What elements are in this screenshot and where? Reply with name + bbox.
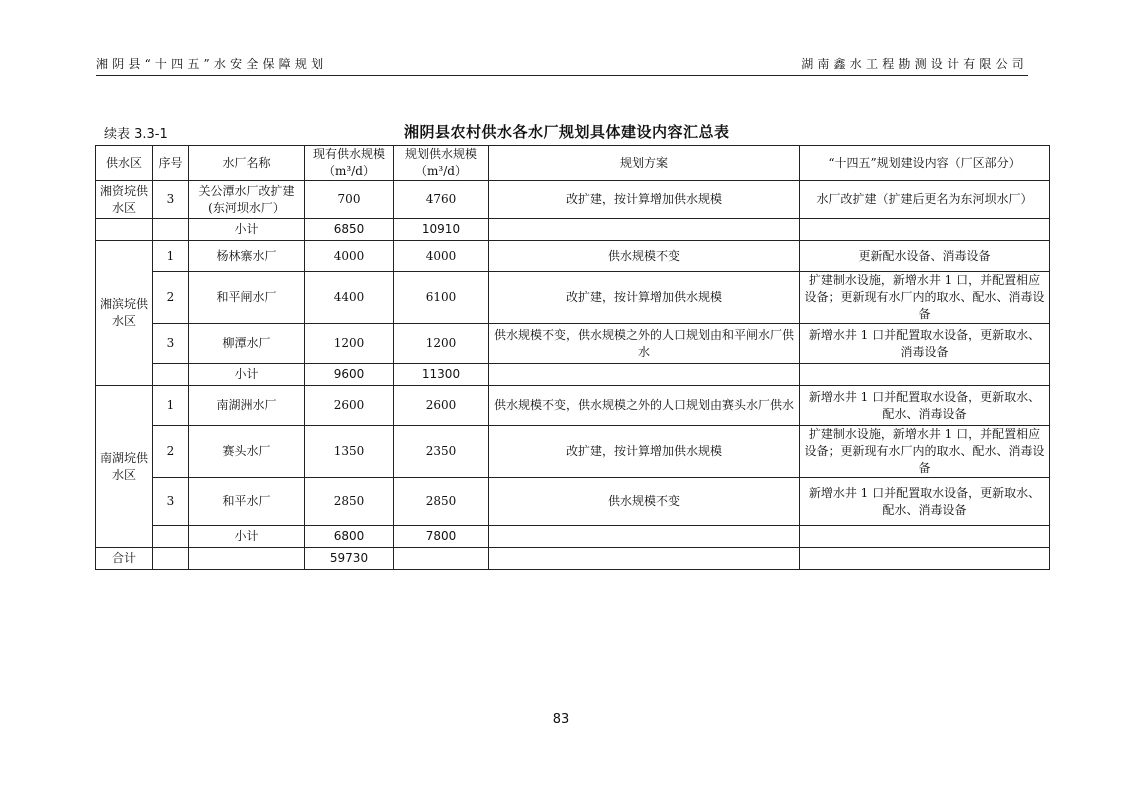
water-plant-plan-table	[95, 145, 1050, 570]
subtotal-row	[96, 526, 1050, 548]
table-row	[96, 426, 1050, 478]
content-cell: 扩建制水设施，新增水井 1 口，并配置相应设备；更新现有水厂内的取水、配水、消毒设备	[800, 272, 1050, 324]
existing-cell: 700	[305, 181, 394, 219]
subtotal-row	[96, 364, 1050, 386]
scheme-cell: 供水规模不变，供水规模之外的人口规划由赛头水厂供水	[489, 386, 800, 426]
empty-cell	[800, 364, 1050, 386]
table-row	[96, 241, 1050, 272]
subtotal-existing: 9600	[305, 364, 394, 386]
empty-cell	[800, 526, 1050, 548]
subtotal-existing: 6800	[305, 526, 394, 548]
plant-cell: 和平闸水厂	[189, 272, 305, 324]
plant-cell: 赛头水厂	[189, 426, 305, 478]
empty-cell	[153, 364, 189, 386]
content-cell: 新增水井 1 口并配置取水设备，更新取水、配水、消毒设备	[800, 386, 1050, 426]
scheme-cell: 供水规模不变，供水规模之外的人口规划由和平闸水厂供水	[489, 324, 800, 364]
content-cell: 更新配水设备、消毒设备	[800, 241, 1050, 272]
scheme-cell: 改扩建，按计算增加供水规模	[489, 181, 800, 219]
planned-cell: 4000	[394, 241, 489, 272]
column-header-scheme: 规划方案	[489, 146, 800, 181]
column-header-content: “十四五”规划建设内容（厂区部分）	[800, 146, 1050, 181]
planned-cell: 2600	[394, 386, 489, 426]
empty-cell	[189, 548, 305, 570]
existing-cell: 2850	[305, 478, 394, 526]
subtotal-label: 小计	[189, 364, 305, 386]
empty-cell	[800, 219, 1050, 241]
subtotal-row	[96, 219, 1050, 241]
existing-cell: 1200	[305, 324, 394, 364]
table-header-row	[96, 146, 1050, 181]
seq-cell: 2	[153, 426, 189, 478]
seq-cell: 3	[153, 181, 189, 219]
empty-cell	[800, 548, 1050, 570]
total-existing: 59730	[305, 548, 394, 570]
content-cell: 水厂改扩建（扩建后更名为东河坝水厂）	[800, 181, 1050, 219]
scheme-cell: 改扩建，按计算增加供水规模	[489, 272, 800, 324]
scheme-cell: 供水规模不变	[489, 241, 800, 272]
empty-cell	[153, 219, 189, 241]
scheme-cell: 改扩建，按计算增加供水规模	[489, 426, 800, 478]
subtotal-label: 小计	[189, 526, 305, 548]
header-left-title: 湘阴县“十四五”水安全保障规划	[96, 57, 328, 71]
seq-cell: 3	[153, 324, 189, 364]
empty-cell	[153, 548, 189, 570]
subtotal-existing: 6850	[305, 219, 394, 241]
seq-cell: 1	[153, 386, 189, 426]
seq-cell: 3	[153, 478, 189, 526]
table-title: 湘阴县农村供水各水厂规划具体建设内容汇总表	[404, 123, 730, 141]
plant-cell: 南湖洲水厂	[189, 386, 305, 426]
empty-cell	[489, 219, 800, 241]
existing-cell: 4400	[305, 272, 394, 324]
content-cell: 新增水井 1 口并配置取水设备，更新取水、配水、消毒设备	[800, 478, 1050, 526]
area-cell: 湘资垸供水区	[96, 181, 153, 219]
empty-cell	[153, 526, 189, 548]
seq-cell: 2	[153, 272, 189, 324]
table-row	[96, 478, 1050, 526]
total-row	[96, 548, 1050, 570]
table-caption	[96, 121, 1048, 143]
area-cell: 湘滨垸供水区	[96, 241, 153, 386]
subtotal-label: 小计	[189, 219, 305, 241]
running-header	[96, 55, 1028, 76]
column-header-area: 供水区	[96, 146, 153, 181]
empty-cell	[489, 548, 800, 570]
column-header-plant: 水厂名称	[189, 146, 305, 181]
subtotal-planned: 10910	[394, 219, 489, 241]
content-cell: 扩建制水设施，新增水井 1 口，并配置相应设备；更新现有水厂内的取水、配水、消毒设备	[800, 426, 1050, 478]
seq-cell: 1	[153, 241, 189, 272]
column-header-seq: 序号	[153, 146, 189, 181]
table-row	[96, 324, 1050, 364]
table-label: 续表 3.3-1	[104, 127, 168, 142]
content-cell: 新增水井 1 口并配置取水设备，更新取水、消毒设备	[800, 324, 1050, 364]
empty-cell	[489, 526, 800, 548]
planned-cell: 6100	[394, 272, 489, 324]
scheme-cell: 供水规模不变	[489, 478, 800, 526]
total-label: 合计	[96, 548, 153, 570]
planned-cell: 2350	[394, 426, 489, 478]
planned-cell: 1200	[394, 324, 489, 364]
empty-cell	[96, 219, 153, 241]
column-header-existing: 现有供水规模（m³/d）	[305, 146, 394, 181]
area-cell: 南湖垸供水区	[96, 386, 153, 548]
plant-cell: 关公潭水厂改扩建(东河坝水厂）	[189, 181, 305, 219]
column-header-planned: 规划供水规模（m³/d）	[394, 146, 489, 181]
subtotal-planned: 11300	[394, 364, 489, 386]
empty-cell	[394, 548, 489, 570]
existing-cell: 4000	[305, 241, 394, 272]
table-row	[96, 272, 1050, 324]
plant-cell: 杨林寨水厂	[189, 241, 305, 272]
existing-cell: 2600	[305, 386, 394, 426]
subtotal-planned: 7800	[394, 526, 489, 548]
plant-cell: 柳潭水厂	[189, 324, 305, 364]
planned-cell: 4760	[394, 181, 489, 219]
existing-cell: 1350	[305, 426, 394, 478]
empty-cell	[489, 364, 800, 386]
table-row	[96, 181, 1050, 219]
planned-cell: 2850	[394, 478, 489, 526]
plant-cell: 和平水厂	[189, 478, 305, 526]
page-number: 83	[552, 712, 570, 727]
header-right-company: 湖南鑫水工程勘测设计有限公司	[801, 57, 1028, 71]
table-row	[96, 386, 1050, 426]
